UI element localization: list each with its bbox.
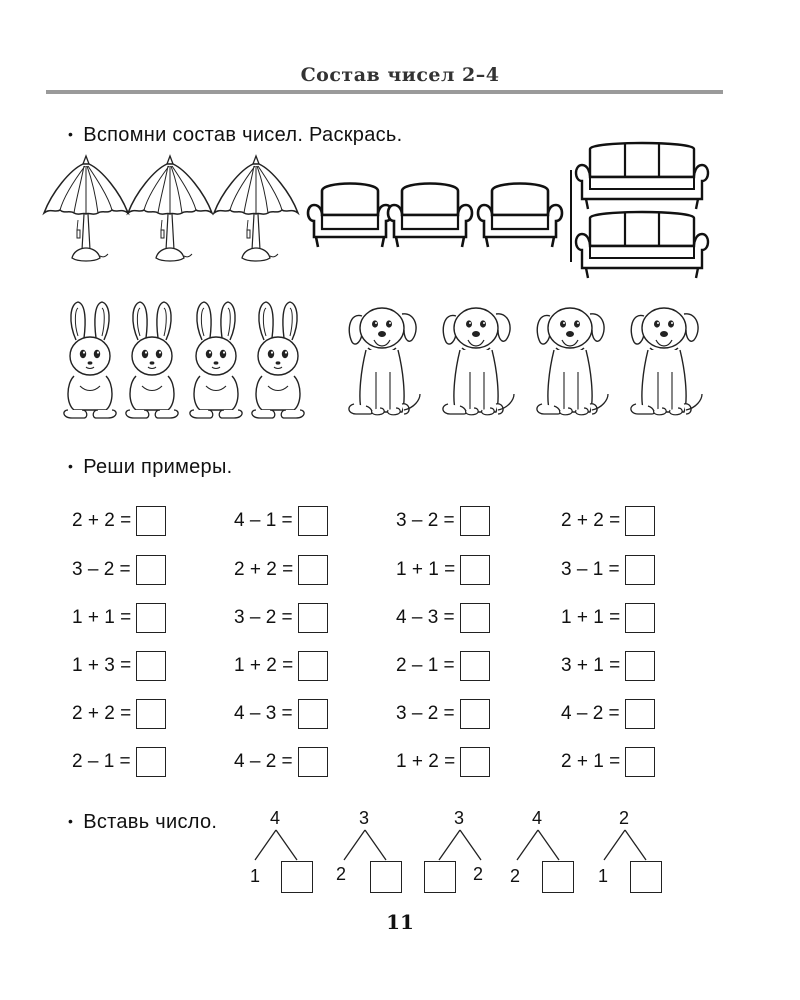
puppy-icon: [443, 308, 514, 415]
page-header-title: Состав чисел 2–4: [300, 64, 500, 86]
exercise: [396, 699, 490, 729]
bunny-icon: [126, 302, 178, 418]
tree-answer-box[interactable]: [542, 861, 574, 893]
exercise: [561, 506, 655, 536]
expression: 3 – 2 =: [396, 703, 455, 724]
answer-box[interactable]: [625, 651, 655, 681]
exercise: [72, 506, 166, 536]
answer-box[interactable]: [136, 747, 166, 777]
expression: 1 + 3 =: [72, 655, 132, 676]
answer-box[interactable]: [460, 651, 490, 681]
answer-box[interactable]: [625, 555, 655, 585]
expression: 4 – 2 =: [561, 703, 620, 724]
expression: 1 + 1 =: [561, 607, 621, 628]
bullet-icon: •: [68, 126, 74, 142]
exercise: [72, 603, 166, 633]
answer-box[interactable]: [625, 747, 655, 777]
exercise: [234, 555, 328, 585]
answer-box[interactable]: [136, 603, 166, 633]
exercise: [561, 603, 655, 633]
armchair-icon: [388, 184, 472, 248]
expression: 1 + 1 =: [396, 559, 456, 580]
exercise: [561, 699, 655, 729]
expression: 4 – 3 =: [234, 703, 293, 724]
answer-box[interactable]: [298, 699, 328, 729]
answer-box[interactable]: [136, 699, 166, 729]
exercise: [72, 747, 166, 777]
answer-box[interactable]: [460, 699, 490, 729]
exercise: [561, 555, 655, 585]
exercise: [234, 506, 328, 536]
answer-box[interactable]: [136, 555, 166, 585]
exercise: [234, 747, 328, 777]
lamp-icon: [44, 156, 128, 261]
tree-answer-box[interactable]: [281, 861, 313, 893]
answer-box[interactable]: [460, 506, 490, 536]
expression: 3 + 1 =: [561, 655, 621, 676]
answer-box[interactable]: [136, 506, 166, 536]
exercise: [561, 747, 655, 777]
tree-top-number: 4: [270, 808, 281, 828]
expression: 3 – 2 =: [396, 510, 455, 531]
answer-box[interactable]: [298, 506, 328, 536]
answer-box[interactable]: [298, 555, 328, 585]
tree-part-number: 1: [598, 866, 609, 886]
bullet-icon: •: [68, 813, 74, 829]
answer-box[interactable]: [625, 506, 655, 536]
expression: 3 – 2 =: [234, 607, 293, 628]
bunny-icon: [190, 302, 242, 418]
tree-part-number: 2: [336, 864, 347, 884]
task1-instruction-text: Вспомни состав чисел. Раскрась.: [83, 124, 403, 146]
bunny-icon: [252, 302, 304, 418]
expression: 3 – 1 =: [561, 559, 620, 580]
expression: 4 – 2 =: [234, 751, 293, 772]
exercise: [234, 603, 328, 633]
tree-answer-box[interactable]: [424, 861, 456, 893]
puppy-icon: [349, 308, 420, 415]
task3-instruction-text: Вставь число.: [83, 811, 218, 833]
tree-answer-box[interactable]: [370, 861, 402, 893]
expression: 2 + 2 =: [234, 559, 294, 580]
exercise: [234, 651, 328, 681]
tree-top-number: 2: [619, 808, 630, 828]
expression: 1 + 2 =: [396, 751, 456, 772]
answer-box[interactable]: [460, 555, 490, 585]
task2-instruction: [68, 456, 233, 479]
tree-part-number: 2: [510, 866, 521, 886]
answer-box[interactable]: [136, 651, 166, 681]
expression: 2 + 2 =: [72, 703, 132, 724]
answer-box[interactable]: [298, 747, 328, 777]
puppy-icon: [537, 308, 608, 415]
expression: 1 + 2 =: [234, 655, 294, 676]
bunny-icon: [64, 302, 116, 418]
tree-part-number: 1: [250, 866, 261, 886]
task2-instruction-text: Реши примеры.: [83, 456, 233, 478]
expression: 2 – 1 =: [72, 751, 131, 772]
expression: 2 + 2 =: [561, 510, 621, 531]
answer-box[interactable]: [298, 603, 328, 633]
tree-top-number: 4: [532, 808, 543, 828]
exercise: [396, 603, 490, 633]
exercise: [396, 506, 490, 536]
answer-box[interactable]: [298, 651, 328, 681]
lamp-icon: [128, 156, 212, 261]
answer-box[interactable]: [460, 747, 490, 777]
bullet-icon: •: [68, 458, 74, 474]
number-tree-branches: [255, 830, 646, 860]
exercise: [72, 555, 166, 585]
answer-box[interactable]: [625, 699, 655, 729]
exercise: [72, 699, 166, 729]
sofa-icon: [576, 212, 708, 278]
tree-top-number: 3: [454, 808, 465, 828]
lamp-icon: [214, 156, 298, 261]
expression: 2 – 1 =: [396, 655, 455, 676]
exercise: [234, 699, 328, 729]
sofa-icon: [576, 143, 708, 209]
armchair-icon: [478, 184, 562, 248]
expression: 1 + 1 =: [72, 607, 132, 628]
task3-instruction: [68, 811, 217, 834]
puppy-icon: [631, 308, 702, 415]
expression: 4 – 3 =: [396, 607, 455, 628]
tree-part-number: 2: [473, 864, 484, 884]
page-number: 11: [386, 910, 414, 934]
armchair-icon: [308, 184, 392, 248]
exercise: [396, 651, 490, 681]
expression: 4 – 1 =: [234, 510, 293, 531]
answer-box[interactable]: [625, 603, 655, 633]
expression: 2 + 1 =: [561, 751, 621, 772]
answer-box[interactable]: [460, 603, 490, 633]
tree-answer-box[interactable]: [630, 861, 662, 893]
exercise: [561, 651, 655, 681]
exercise: [396, 555, 490, 585]
exercise: [72, 651, 166, 681]
expression: 2 + 2 =: [72, 510, 132, 531]
tree-top-number: 3: [359, 808, 370, 828]
exercise: [396, 747, 490, 777]
expression: 3 – 2 =: [72, 559, 131, 580]
